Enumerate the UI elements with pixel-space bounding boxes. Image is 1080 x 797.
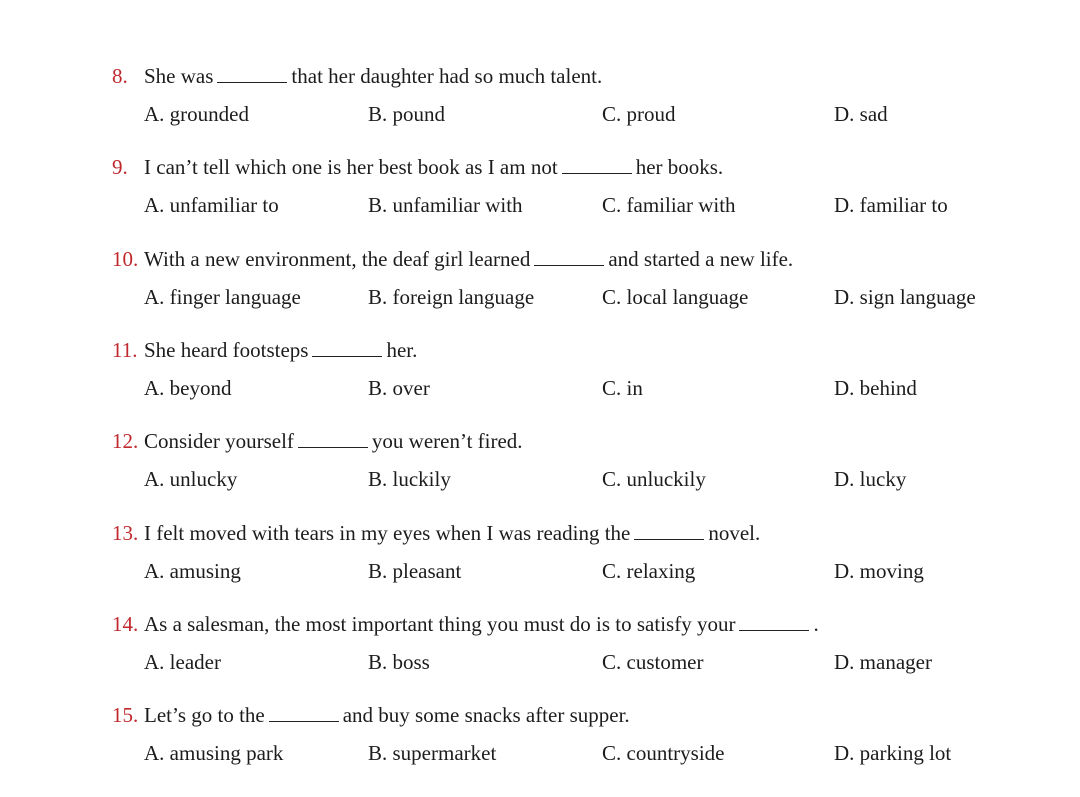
stem-before: With a new environment, the deaf girl learned — [144, 247, 531, 271]
stem-before: Let’s go to the — [144, 703, 265, 727]
answer-blank — [534, 247, 604, 266]
option-a: A. amusing — [144, 559, 241, 583]
option-b: B. supermarket — [368, 741, 497, 765]
stem-before: I can’t tell which one is her best book as I am not — [144, 155, 558, 179]
answer-blank — [312, 338, 382, 357]
question-10 — [112, 246, 1032, 326]
question-8 — [112, 63, 1032, 143]
option-a: A. grounded — [144, 102, 249, 126]
option-c: C. familiar with — [602, 193, 736, 217]
stem-before: Consider yourself — [144, 429, 294, 453]
option-d: D. sad — [834, 102, 888, 126]
question-number: 10. — [112, 247, 139, 271]
stem-before: She heard footsteps — [144, 338, 309, 362]
option-b: B. boss — [368, 650, 430, 674]
stem-before: I felt moved with tears in my eyes when I was reading the — [144, 521, 631, 545]
option-c: C. relaxing — [602, 559, 696, 583]
answer-blank — [634, 521, 704, 540]
question-stem — [112, 63, 602, 89]
option-b: B. pleasant — [368, 559, 462, 583]
option-d: D. lucky — [834, 467, 907, 491]
option-a: A. finger language — [144, 285, 301, 309]
stem-after: and started a new life. — [608, 247, 794, 271]
question-stem — [112, 702, 630, 728]
question-stem — [112, 428, 523, 454]
answer-blank — [739, 612, 809, 631]
option-b: B. foreign language — [368, 285, 535, 309]
question-stem — [112, 611, 819, 637]
option-a: A. leader — [144, 650, 221, 674]
stem-after: and buy some snacks after supper. — [342, 703, 630, 727]
option-a: A. beyond — [144, 376, 232, 400]
option-c: C. unluckily — [602, 467, 706, 491]
question-stem — [112, 246, 793, 272]
option-d: D. familiar to — [834, 193, 948, 217]
stem-before: As a salesman, the most important thing you must do is to satisfy your — [144, 612, 736, 636]
question-number: 15. — [112, 703, 139, 727]
stem-after: novel. — [708, 521, 761, 545]
option-c: C. in — [602, 376, 643, 400]
question-12 — [112, 428, 1032, 508]
stem-after: . — [813, 612, 819, 636]
question-stem — [112, 154, 723, 180]
question-number: 12. — [112, 429, 139, 453]
stem-after: that her daughter had so much talent. — [291, 64, 603, 88]
stem-after: her. — [386, 338, 418, 362]
stem-after: her books. — [635, 155, 724, 179]
option-d: D. manager — [834, 650, 932, 674]
option-b: B. over — [368, 376, 430, 400]
question-11 — [112, 337, 1032, 417]
option-c: C. customer — [602, 650, 704, 674]
option-a: A. amusing park — [144, 741, 284, 765]
answer-blank — [269, 703, 339, 722]
answer-blank — [298, 429, 368, 448]
question-14 — [112, 611, 1032, 691]
stem-before: She was — [144, 64, 214, 88]
question-number: 9. — [112, 155, 128, 179]
question-number: 11. — [112, 338, 138, 362]
stem-after: you weren’t fired. — [371, 429, 523, 453]
option-d: D. parking lot — [834, 741, 952, 765]
question-stem — [112, 337, 417, 363]
question-9 — [112, 154, 1032, 234]
option-b: B. luckily — [368, 467, 451, 491]
answer-blank — [217, 64, 287, 83]
option-b: B. unfamiliar with — [368, 193, 523, 217]
option-c: C. local language — [602, 285, 749, 309]
option-d: D. behind — [834, 376, 917, 400]
question-15 — [112, 702, 1032, 782]
option-d: D. moving — [834, 559, 924, 583]
question-number: 13. — [112, 521, 139, 545]
question-number: 8. — [112, 64, 128, 88]
option-a: A. unfamiliar to — [144, 193, 279, 217]
option-c: C. countryside — [602, 741, 725, 765]
option-d: D. sign language — [834, 285, 976, 309]
option-c: C. proud — [602, 102, 676, 126]
question-number: 14. — [112, 612, 139, 636]
question-stem — [112, 520, 760, 546]
option-a: A. unlucky — [144, 467, 238, 491]
answer-blank — [562, 155, 632, 174]
question-13 — [112, 520, 1032, 600]
option-b: B. pound — [368, 102, 446, 126]
